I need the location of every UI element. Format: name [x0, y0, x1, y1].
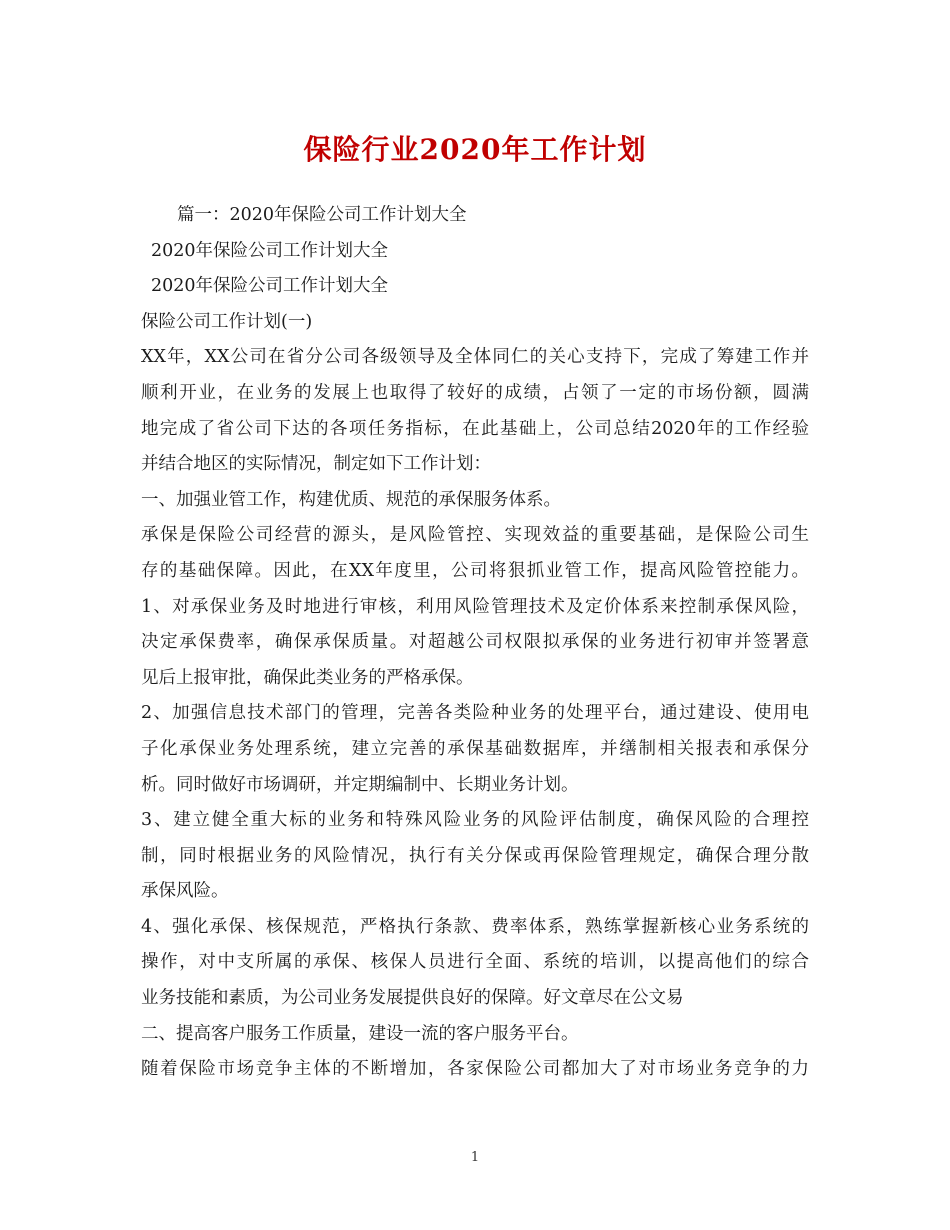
text-line: 篇一：2020年保险公司工作计划大全: [177, 205, 467, 225]
text-line: 操作，对中支所属的承保、核保人员进行全面、系统的培训，以提高他们的综合: [141, 952, 809, 973]
document-title: 保险行业2020年工作计划: [303, 133, 647, 166]
text-line: 存的基础保障。因此，在XX年度里，公司将狠抓业管工作，提高风险管控能力。: [141, 560, 809, 581]
page-number: 1: [470, 1150, 480, 1165]
text-line: 制，同时根据业务的风险情况，执行有关分保或再保险管理规定，确保合理分散: [141, 845, 809, 866]
text-line: 1、对承保业务及时地进行审核，利用风险管理技术及定价体系来控制承保风险，: [141, 596, 809, 617]
text-line: 2、加强信息技术部门的管理，完善各类险种业务的处理平台，通过建设、使用电: [141, 703, 809, 724]
text-line: 2020年保险公司工作计划大全: [151, 276, 389, 297]
text-line: 4、强化承保、核保规范，严格执行条款、费率体系，熟练掌握新核心业务系统的: [141, 916, 809, 937]
text-line: 承保是保险公司经营的源头，是风险管控、实现效益的重要基础，是保险公司生: [141, 525, 809, 546]
text-line: 承保风险。: [141, 881, 229, 902]
text-line: 2020年保险公司工作计划大全: [151, 240, 389, 261]
text-line: 子化承保业务处理系统，建立完善的承保基础数据库，并缮制相关报表和承保分: [141, 738, 809, 759]
text-line: 并结合地区的实际情况，制定如下工作计划：: [141, 454, 491, 475]
text-line: 业务技能和素质，为公司业务发展提供良好的保障。好文章尽在公文易: [141, 988, 684, 1009]
text-line: 随着保险市场竞争主体的不断增加，各家保险公司都加大了对市场业务竞争的力: [141, 1059, 809, 1080]
text-line: 决定承保费率，确保承保质量。对超越公司权限拟承保的业务进行初审并签署意: [141, 632, 809, 653]
text-line: 3、建立健全重大标的业务和特殊风险业务的风险评估制度，确保风险的合理控: [141, 810, 809, 831]
text-line: 见后上报审批，确保此类业务的严格承保。: [141, 667, 474, 688]
text-line: 保险公司工作计划(一): [141, 311, 313, 332]
document-body: [141, 198, 809, 1088]
text-line: 二、提高客户服务工作质量，建设一流的客户服务平台。: [141, 1023, 579, 1044]
text-line: 一、加强业管工作，构建优质、规范的承保服务体系。: [141, 489, 561, 510]
text-line: 析。同时做好市场调研，并定期编制中、长期业务计划。: [141, 774, 579, 795]
text-line: 地完成了省公司下达的各项任务指标，在此基础上，公司总结2020年的工作经验: [141, 418, 809, 439]
text-line: XX年，XX公司在省分公司各级领导及全体同仁的关心支持下，完成了筹建工作并: [141, 347, 809, 368]
text-line: 顺利开业，在业务的发展上也取得了较好的成绩，占领了一定的市场份额，圆满: [141, 382, 809, 403]
